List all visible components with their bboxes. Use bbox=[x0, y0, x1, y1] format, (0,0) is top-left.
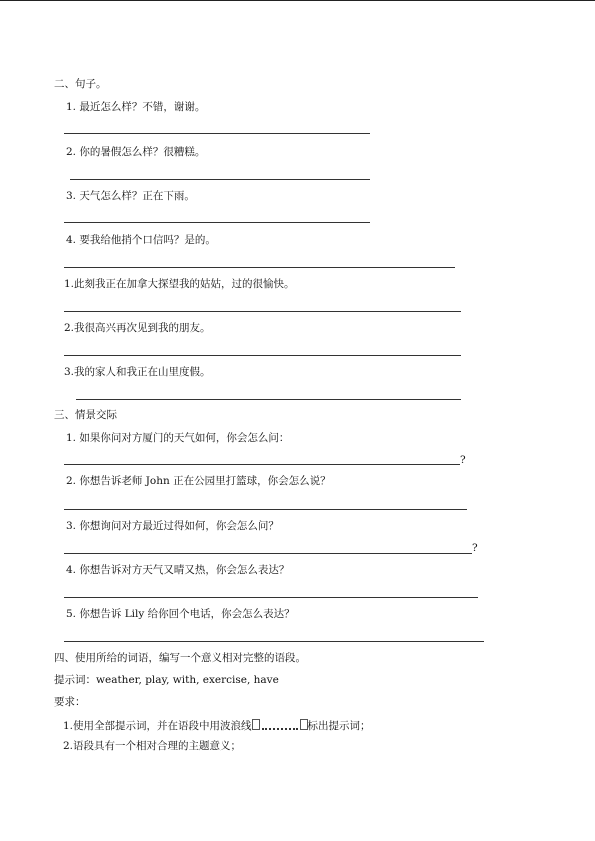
s2-item-5: 1.此刻我正在加拿大探望我的姑姑，过的很愉快。 bbox=[64, 278, 295, 290]
section-2-heading: 二、句子。 bbox=[54, 78, 107, 90]
requirement-1-text-before: 1.使用全部提示词，并在语段中用波浪线 bbox=[63, 720, 252, 732]
wavy-underline-sample bbox=[262, 719, 298, 730]
s2-item-3: 3. 天气怎么样？正在下雨。 bbox=[66, 190, 195, 202]
s2-answer-line-5[interactable] bbox=[64, 311, 461, 312]
s3-answer-line-2[interactable] bbox=[64, 509, 467, 510]
s3-answer-line-4[interactable] bbox=[64, 597, 478, 598]
section-4-heading: 四、使用所给的词语，编写一个意义相对完整的语段。 bbox=[54, 652, 306, 664]
s2-item-1: 1. 最近怎么样？不错，谢谢。 bbox=[66, 101, 206, 113]
requirement-2: 2.语段具有一个相对合理的主题意义； bbox=[63, 740, 242, 752]
s3-item-5: 5. 你想告诉 Lily 给你回个电话，你会怎么表达？ bbox=[66, 608, 295, 620]
s3-item-2: 2. 你想告诉老师 John 正在公园里打篮球，你会怎么说？ bbox=[66, 475, 331, 487]
hint-words: 提示词：weather, play, with, exercise, have bbox=[54, 674, 279, 686]
s2-answer-line-7[interactable] bbox=[76, 399, 461, 400]
s2-answer-line-3[interactable] bbox=[64, 222, 370, 223]
s2-item-4: 4. 要我给他捎个口信吗？是的。 bbox=[66, 234, 216, 246]
requirement-1-text-after: 标出提示词； bbox=[307, 720, 371, 732]
section-3-heading: 三、情景交际 bbox=[54, 409, 117, 421]
box-glyph-icon bbox=[252, 719, 260, 730]
s2-answer-line-2[interactable] bbox=[70, 179, 370, 180]
s3-answer-line-3[interactable] bbox=[64, 553, 472, 554]
s3-question-mark-1: ? bbox=[460, 454, 466, 466]
s3-item-3: 3. 你想询问对方最近过得如何，你会怎么问？ bbox=[66, 520, 279, 532]
requirements-label: 要求： bbox=[54, 696, 86, 708]
s3-answer-line-5[interactable] bbox=[64, 641, 484, 642]
s2-answer-line-6[interactable] bbox=[64, 355, 461, 356]
s2-answer-line-1[interactable] bbox=[64, 133, 370, 134]
s2-answer-line-4[interactable] bbox=[64, 267, 455, 268]
s2-item-7: 3.我的家人和我正在山里度假。 bbox=[64, 366, 211, 378]
page-top-border bbox=[0, 0, 595, 1]
box-glyph-icon bbox=[300, 719, 308, 730]
s3-question-mark-3: ? bbox=[472, 542, 478, 554]
s3-item-1: 1. 如果你问对方厦门的天气如何，你会怎么问： bbox=[66, 432, 290, 444]
requirement-1 bbox=[63, 719, 371, 732]
s2-item-2: 2. 你的暑假怎么样？很糟糕。 bbox=[66, 146, 206, 158]
s3-answer-line-1[interactable] bbox=[64, 464, 460, 465]
s2-item-6: 2.我很高兴再次见到我的朋友。 bbox=[64, 322, 211, 334]
s3-item-4: 4. 你想告诉对方天气又晴又热，你会怎么表达？ bbox=[66, 564, 290, 576]
